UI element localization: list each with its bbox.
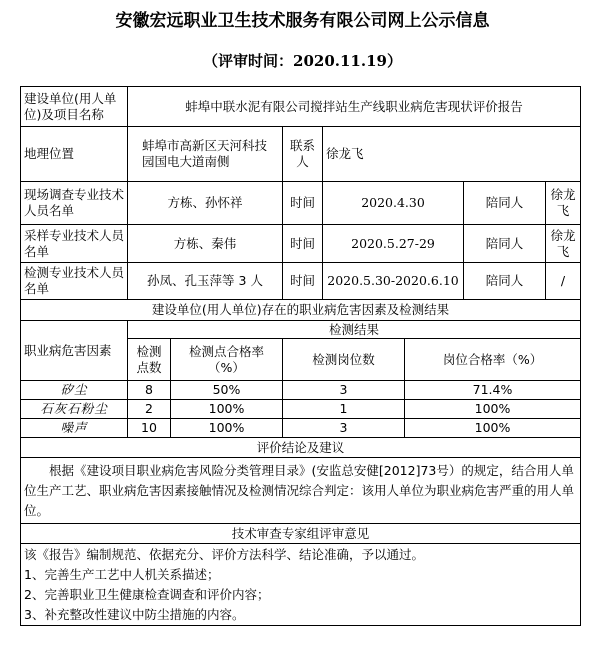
contact-label: 联系人 <box>283 127 323 182</box>
col-header-point-rate: 检测点合格率（%） <box>171 339 283 381</box>
hazard-factor: 石灰石粉尘 <box>21 400 128 419</box>
survey-accompany: 徐龙飞 <box>546 182 581 225</box>
sampling-accompany-label: 陪同人 <box>464 225 546 263</box>
hazard-post-rate: 100% <box>405 400 581 419</box>
page-title: 安徽宏远职业卫生技术服务有限公司网上公示信息 <box>115 11 490 31</box>
review-opinions <box>21 544 581 626</box>
hazard-factor: 矽尘 <box>21 381 128 400</box>
hazard-point-rate: 100% <box>171 419 283 438</box>
hazard-post-rate: 100% <box>405 419 581 438</box>
conclusion-title: 评价结论及建议 <box>21 438 581 458</box>
hazard-point-rate: 100% <box>171 400 283 419</box>
sampling-label: 采样专业技术人员名单 <box>21 225 128 263</box>
disclosure-table <box>20 86 581 626</box>
survey-time-label: 时间 <box>283 182 323 225</box>
testing-label: 检测专业技术人员名单 <box>21 263 128 300</box>
location-label: 地理位置 <box>21 127 128 182</box>
review-line: 1、完善生产工艺中人机关系描述； <box>24 567 220 582</box>
testing-accompany: / <box>546 263 581 300</box>
sampling-names: 方栋、秦伟 <box>128 225 283 263</box>
survey-accompany-label: 陪同人 <box>464 182 546 225</box>
review-line: 该《报告》编制规范、依据充分、评价方法科学、结论准确，予以通过。 <box>24 547 425 562</box>
hazards-section-title: 建设单位(用人单位)存在的职业病危害因素及检测结果 <box>21 300 581 321</box>
hazard-points: 2 <box>128 400 171 419</box>
results-header: 检测结果 <box>128 321 581 339</box>
sampling-time: 2020.5.27-29 <box>323 225 464 263</box>
unit-label: 建设单位(用人单位)及项目名称 <box>21 87 128 127</box>
review-time: （评审时间：2020.11.19） <box>203 52 402 70</box>
col-header-post-rate: 岗位合格率（%） <box>405 339 581 381</box>
testing-time-label: 时间 <box>283 263 323 300</box>
review-line: 3、补充整改性建议中防尘措施的内容。 <box>24 607 245 622</box>
sampling-accompany: 徐龙飞 <box>546 225 581 263</box>
table-row <box>21 419 581 438</box>
review-line: 2、完善职业卫生健康检查调查和评价内容； <box>24 587 270 602</box>
review-title: 技术审查专家组评审意见 <box>21 524 581 544</box>
col-header-points: 检测点数 <box>128 339 171 381</box>
survey-time: 2020.4.30 <box>323 182 464 225</box>
hazard-posts: 1 <box>283 400 405 419</box>
unit-value: 蚌埠中联水泥有限公司搅拌站生产线职业病危害现状评价报告 <box>128 87 581 127</box>
hazard-posts: 3 <box>283 381 405 400</box>
testing-names: 孙凤、孔玉萍等 3 人 <box>128 263 283 300</box>
conclusion-text: 根据《建设项目职业病危害风险分类管理目录》(安监总安健[2012]73号）的规定，结合用人单位生产工艺、职业病危害因素接触情况及检测情况综合判定：该用人单位为职业病危害严重的用人单位。 <box>21 458 581 524</box>
hazard-point-rate: 50% <box>171 381 283 400</box>
hazard-points: 10 <box>128 419 171 438</box>
hazard-factor: 噪声 <box>21 419 128 438</box>
contact-value: 徐龙飞 <box>323 127 581 182</box>
survey-label: 现场调查专业技术人员名单 <box>21 182 128 225</box>
hazard-post-rate: 71.4% <box>405 381 581 400</box>
factor-header: 职业病危害因素 <box>21 321 128 381</box>
sampling-time-label: 时间 <box>283 225 323 263</box>
hazard-points: 8 <box>128 381 171 400</box>
hazard-posts: 3 <box>283 419 405 438</box>
location-value: 蚌埠市高新区天河科技园国电大道南侧 <box>128 127 283 182</box>
testing-time: 2020.5.30-2020.6.10 <box>323 263 464 300</box>
table-row <box>21 400 581 419</box>
survey-names: 方栋、孙怀祥 <box>128 182 283 225</box>
col-header-posts: 检测岗位数 <box>283 339 405 381</box>
testing-accompany-label: 陪同人 <box>464 263 546 300</box>
table-row <box>21 381 581 400</box>
